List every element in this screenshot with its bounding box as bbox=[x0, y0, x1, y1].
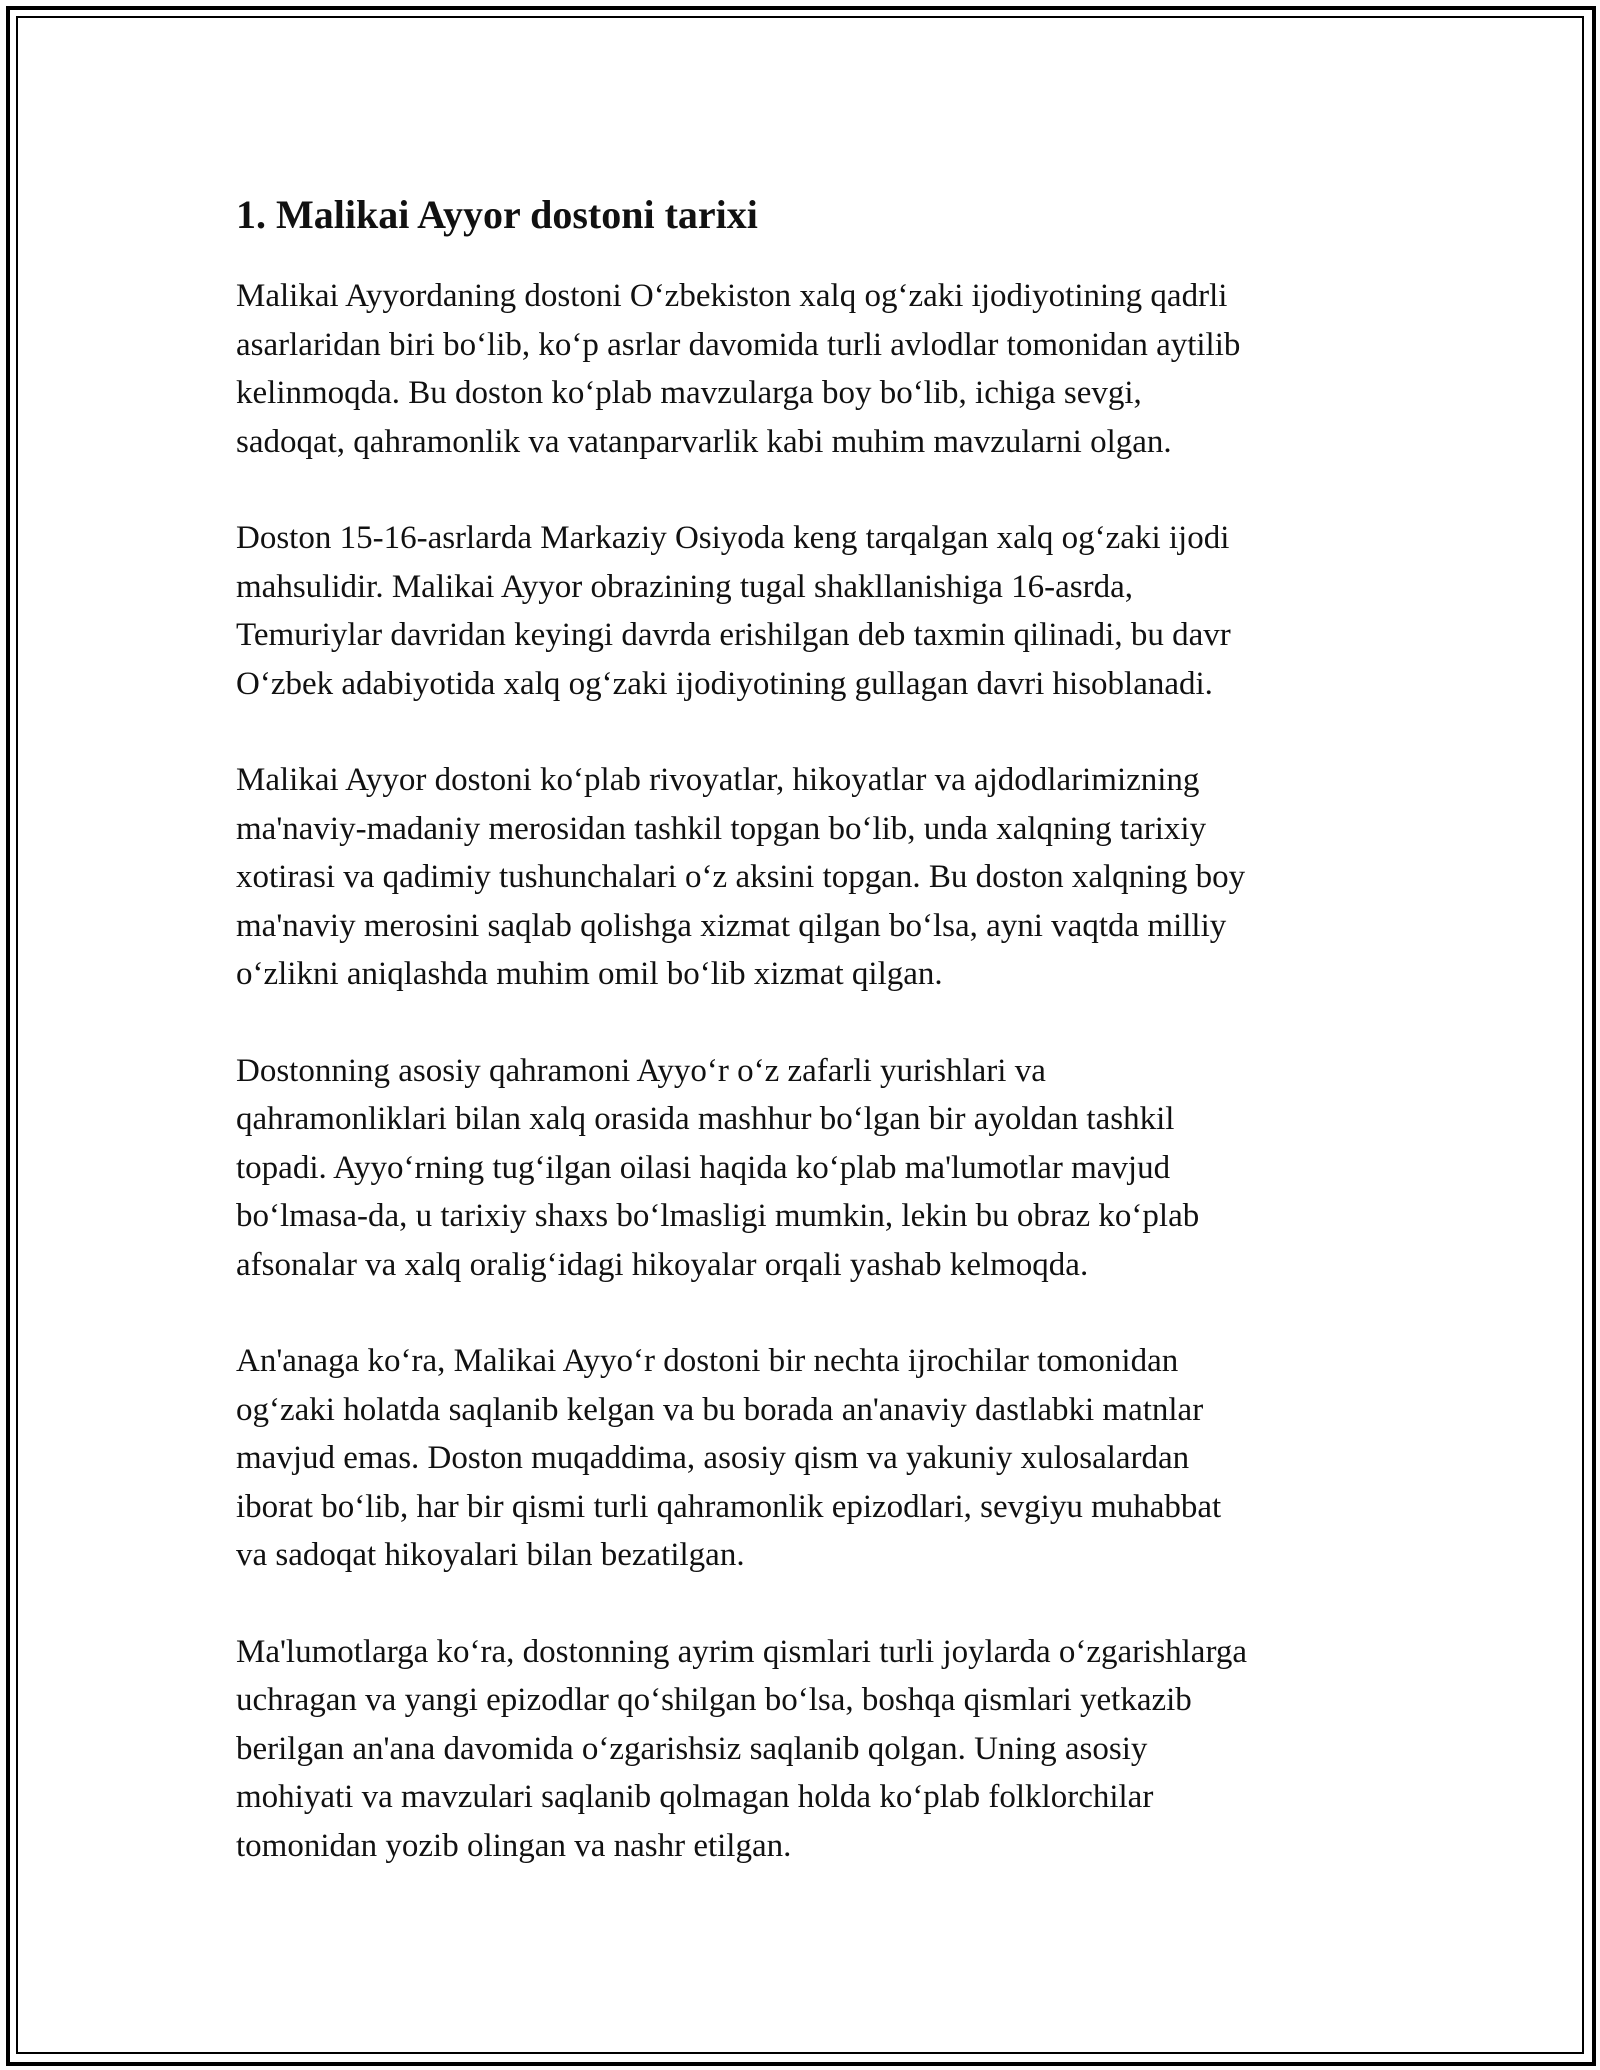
paragraph-line: iborat bo‘lib, har bir qismi turli qahramonlik epizodlari, sevgiyu muhabbat bbox=[236, 1488, 1222, 1525]
paragraph-line: Malikai Ayyor dostoni ko‘plab rivoyatlar, hikoyatlar va ajdodlarimizning bbox=[236, 762, 1200, 798]
paragraph-line: Ma'lumotlarga ko‘ra, dostonning ayrim qismlari turli joylarda o‘zgarishlarga bbox=[236, 1633, 1247, 1670]
paragraph-line: og‘zaki holatda saqlanib kelgan va bu borada an'anaviy dastlabki matnlar bbox=[236, 1391, 1204, 1428]
paragraph-line: berilgan an'ana davomida o‘zgarishsiz saqlanib qolgan. Uning asosiy bbox=[236, 1730, 1148, 1767]
paragraph-line: tomonidan yozib olingan va nashr etilgan. bbox=[236, 1827, 792, 1864]
document-body bbox=[236, 188, 1396, 1918]
paragraph bbox=[236, 1628, 1396, 1871]
paragraph-line: xotirasi va qadimiy tushunchalari o‘z aksini topgan. Bu doston xalqning boy bbox=[236, 859, 1246, 895]
paragraph-line: Dostonning asosiy qahramoni Ayyo‘r o‘z zafarli yurishlari va bbox=[236, 1052, 1046, 1089]
paragraph-line: asarlaridan biri bo‘lib, ko‘p asrlar davomida turli avlodlar tomonidan aytilib bbox=[236, 326, 1241, 363]
paragraph-line: ma'naviy merosini saqlab qolishga xizmat qilgan bo‘lsa, ayni vaqtda milliy bbox=[236, 907, 1227, 944]
paragraph bbox=[236, 756, 1396, 999]
paragraph-line: mavjud emas. Doston muqaddima, asosiy qism va yakuniy xulosalardan bbox=[236, 1440, 1190, 1476]
paragraph-line: kelinmoqda. Bu doston ko‘plab mavzularga boy bo‘lib, ichiga sevgi, bbox=[236, 375, 1142, 411]
paragraph-line: bo‘lmasa-da, u tarixiy shaxs bo‘lmasligi mumkin, lekin bu obraz ko‘plab bbox=[236, 1198, 1200, 1234]
paragraph bbox=[236, 1337, 1396, 1580]
paragraph-line: qahramonliklari bilan xalq orasida mashhur bo‘lgan bir ayoldan tashkil bbox=[236, 1101, 1175, 1137]
paragraph-line: O‘zbek adabiyotida xalq og‘zaki ijodiyotining gullagan davri hisoblanadi. bbox=[236, 665, 1213, 702]
paragraph-line: An'anaga ko‘ra, Malikai Ayyo‘r dostoni bir nechta ijrochilar tomonidan bbox=[236, 1343, 1179, 1379]
paragraph bbox=[236, 1047, 1396, 1290]
paragraph-line: Doston 15-16-asrlarda Markaziy Osiyoda keng tarqalgan xalq og‘zaki ijodi bbox=[236, 520, 1230, 556]
paragraph-line: o‘zlikni aniqlashda muhim omil bo‘lib xizmat qilgan. bbox=[236, 956, 943, 992]
document-title: 1. Malikai Ayyor dostoni tarixi bbox=[236, 192, 758, 237]
paragraph-line: Malikai Ayyordaning dostoni O‘zbekiston xalq og‘zaki ijodiyotining qadrli bbox=[236, 278, 1228, 314]
paragraph-line: Temuriylar davridan keyingi davrda erishilgan deb taxmin qilinadi, bu davr bbox=[236, 617, 1231, 653]
paragraph-line: uchragan va yangi epizodlar qo‘shilgan bo‘lsa, boshqa qismlari yetkazib bbox=[236, 1682, 1192, 1718]
paragraph-line: topadi. Ayyo‘rning tug‘ilgan oilasi haqida ko‘plab ma'lumotlar mavjud bbox=[236, 1149, 1171, 1186]
paragraph-line: mahsulidir. Malikai Ayyor obrazining tugal shakllanishiga 16-asrda, bbox=[236, 568, 1133, 605]
paragraph-line: va sadoqat hikoyalari bilan bezatilgan. bbox=[236, 1537, 745, 1573]
paragraph-line: mohiyati va mavzulari saqlanib qolmagan holda ko‘plab folklorchilar bbox=[236, 1779, 1154, 1815]
paragraph bbox=[236, 272, 1396, 466]
paragraph-line: ma'naviy-madaniy merosidan tashkil topgan bo‘lib, unda xalqning tarixiy bbox=[236, 810, 1207, 847]
paragraph-line: afsonalar va xalq oralig‘idagi hikoyalar orqali yashab kelmoqda. bbox=[236, 1246, 1089, 1283]
paragraph bbox=[236, 514, 1396, 708]
paragraph-line: sadoqat, qahramonlik va vatanparvarlik kabi muhim mavzularni olgan. bbox=[236, 423, 1172, 460]
